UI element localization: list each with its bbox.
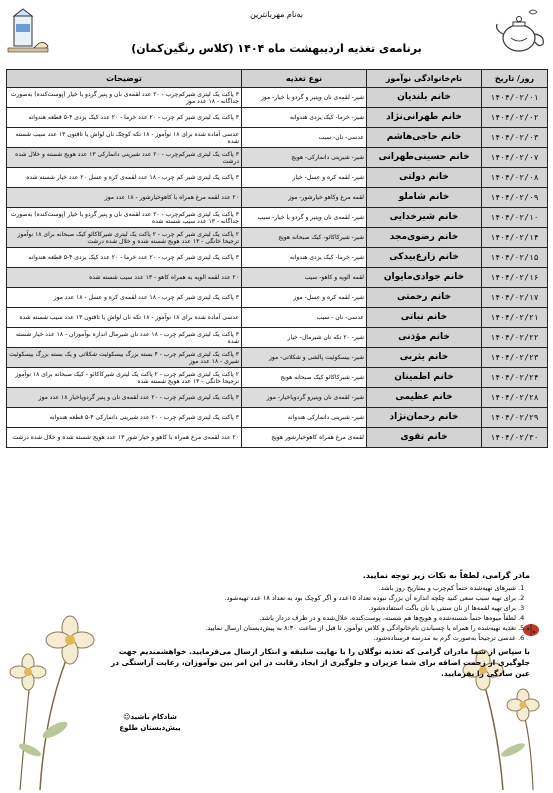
description-cell: ۳ پاکت یک لیتری شیرکم چرب - ۲۰ عدد لقمه‌ی نان و پنیر گردویاخیار ۱۸ عدد موز — [7, 388, 242, 408]
table-row — [7, 328, 548, 348]
description-cell: عدسی آماده شده برای ۱۸ نوآموز - ۱۸ تکه نان لواش یا تافتون ۱۳ عدد سیب شسته شده — [7, 308, 242, 328]
name-cell: خانم حسینی‌طهرانی — [367, 148, 482, 168]
description-cell: ۳ پاکت یک لیتری شیر کم چرب - ۲۰ عدد خرما - ۲۰ عدد کیک یزدی ۴-۵ قطعه هندوانه — [7, 248, 242, 268]
name-cell: خانم تقوی — [367, 428, 482, 448]
table-row — [7, 188, 548, 208]
table-row — [7, 108, 548, 128]
food-cell: شیر- شیرینی دانمارکی- هویج — [242, 148, 367, 168]
food-cell: شیر- شیرینی دانمارکی هندوانه — [242, 408, 367, 428]
date-cell: ۱۴۰۴/۰۲/۱۴ — [482, 228, 548, 248]
name-cell: خانم زارع‌بیدکی — [367, 248, 482, 268]
date-cell: ۱۴۰۴/۰۲/۲۱ — [482, 308, 548, 328]
description-cell: ۳ پاکت یک لیتری شیرکم‌چرب - ۲۰ عدد لقمه‌ی نان و پنیر گردو یا خیار (پوست‌کنده) به‌صورت جداگانه - ۱۳ عدد سیب شسته شده — [7, 208, 242, 228]
description-cell: ۳ پاکت یک لیتری شیرکم چرب - ۱۸ عدد نان شیرمال اندازه نوآموزان - ۱۸ عدد خیار شسته شده — [7, 328, 242, 348]
date-cell: ۱۴۰۴/۰۲/۰۳ — [482, 128, 548, 148]
signature-block — [100, 712, 200, 734]
table-row — [7, 308, 548, 328]
name-cell: خانم اطمینان — [367, 368, 482, 388]
description-cell: ۳ پاکت یک لیتری شیر کم چرب - ۱۸ عدد لقمه‌ی کره و عسل ۲۰ عدد خیار شسته شده — [7, 168, 242, 188]
description-cell: ۲ پاکت یک لیتری شیرکم چرب - ۲ پاکت یک لیتری شیرکاکائو - کیک صبحانه برای ۱۸ نوآموز ترجیحا خانگی - ۱۳ عدد هویج شسته شده — [7, 368, 242, 388]
name-cell: خانم عظیمی — [367, 388, 482, 408]
nutrition-schedule-table — [6, 69, 548, 448]
date-cell: ۱۴۰۴/۰۲/۲۲ — [482, 328, 548, 348]
note-item: 4. لطفاً میوه‌ها حتماً شسته‌شده و هویج‌ها هم شسته، پوست‌کنده، خلال‌شده و در ظرف دردار باشد. — [100, 613, 516, 623]
table-row — [7, 168, 548, 188]
food-cell: شیر- شیرکاکائو- کیک صبحانه هویج — [242, 228, 367, 248]
name-cell: خانم دولتی — [367, 168, 482, 188]
table-row — [7, 368, 548, 388]
food-cell: شیر- لقمه‌ی نان وپنیر و گردو یا خیار- موز — [242, 88, 367, 108]
date-cell: ۱۴۰۴/۰۲/۲۴ — [482, 368, 548, 388]
name-cell: خانم رضوی‌مجد — [367, 228, 482, 248]
page-title: برنامه‌ی تغذیه اردیبهشت ماه ۱۴۰۴ (کلاس رنگین‌کمان) — [131, 42, 422, 55]
food-cell: شیر- شیرکاکائو کیک صبحانه هویج — [242, 368, 367, 388]
column-header-food: نوع تغذیه — [242, 70, 367, 88]
date-cell: ۱۴۰۴/۰۲/۲۸ — [482, 388, 548, 408]
description-cell: ۳ پاکت یک لیتری شیر کم چرب - ۲۰ عدد خرما - ۲۰ عدد کیک یزدی ۴-۵ قطعه هندوانه — [7, 108, 242, 128]
table-row — [7, 228, 548, 248]
date-cell: ۱۴۰۴/۰۲/۰۷ — [482, 148, 548, 168]
food-cell: شیر- لقمه کره و عسل- خیار — [242, 168, 367, 188]
date-cell: ۱۴۰۴/۰۲/۰۸ — [482, 168, 548, 188]
note-item: 3. برای تهیه لقمه‌ها از نان سنتی یا نان باگت استفاده‌شود. — [100, 603, 516, 613]
date-cell: ۱۴۰۴/۰۲/۰۱ — [482, 88, 548, 108]
name-cell: خانم یثربی — [367, 348, 482, 368]
description-cell: ۳ پاکت یک لیتری شیرکم‌چرب - ۲۰ عدد شیرینی دانمارکی ۱۳ عدد هویج شسته و خلال شده درشت — [7, 148, 242, 168]
food-cell: شیر- خرما- کیک یزدی هندوانه — [242, 108, 367, 128]
description-cell: ۳ پاکت یک لیتری شیرکم چرب - ۴ بسته بزرگ بیسکوئیت شکلاتی و یک بسته بزرگ بیسکوئیت شیری - ۱۸ عدد موز — [7, 348, 242, 368]
note-item: 6. عدسی ترجیحاً به‌صورت گرم به مدرسه فرستاده‌شود. — [100, 633, 516, 643]
name-cell: خانم مؤذنی — [367, 328, 482, 348]
food-cell: شیر- لقمه‌ی نان وپنیرو گردویاخیار- موز — [242, 388, 367, 408]
food-cell: عدسی- نان - سیب — [242, 308, 367, 328]
food-cell: عدسی- نان- سیب — [242, 128, 367, 148]
description-cell: ۳ پاکت یک لیتری شیرکم چرب - ۲۰ عدد شیرینی دانمارکی ۴-۵ قطعه هندوانه — [7, 408, 242, 428]
name-cell: خانم شاملو — [367, 188, 482, 208]
notes-lead: مادر گرامی، لطفاً به نکات زیر توجه نمایید. — [362, 571, 530, 580]
description-cell: ۲ پاکت یک لیتری شیر کم چرب - ۲ پاکت یک لیتری شیرکاکائو کیک صبحانه برای ۱۸ نوآموز ترجیحا خانگی - ۱۳ عدد هویج شسته شده و خلال شده درشت — [7, 228, 242, 248]
food-cell: شیر- لقمه کره و عسل- موز — [242, 288, 367, 308]
date-cell: ۱۴۰۴/۰۲/۱۷ — [482, 288, 548, 308]
notes-section — [100, 570, 530, 679]
description-cell: ۳ پاکت یک لیتری شیر کم چرب - ۱۸ عدد لقمه‌ی کره و عسل - ۱۸ عدد موز — [7, 288, 242, 308]
description-cell: ۲۰ عدد لقمه مرغ همراه با کاهوخیارشور - ۱۸ عدد موز — [7, 188, 242, 208]
column-header-name: نام‌خانوادگی نوآموز — [367, 70, 482, 88]
bismillah-header: به‌نام مهربانترین — [249, 10, 304, 19]
description-cell: عدسی آماده شده برای ۱۸ نوآموز - ۱۸ تکه کوچک نان لواش یا تافتون ۱۳ عدد سیب شسته شده — [7, 128, 242, 148]
date-cell: ۱۴۰۴/۰۲/۱۶ — [482, 268, 548, 288]
name-cell: خانم نباتی — [367, 308, 482, 328]
closing-message: با سپاس از شما مادران گرامی که تغذیه نوگلان را با نهایت سلیقه و ابتکار ارسال می‌فرمایید. خواهشمندیم جهت جلوگیری از زحمت اضافه برای شما عزیزان و جلوگیری از ایجاد رقابت در این امر بین نوآموزان، رعایت آراستگی در عین سادگی را بفرمایید. — [110, 647, 530, 678]
food-cell: شیر- لقمه‌ی نان وپنیر و گردو یا خیار- سیب — [242, 208, 367, 228]
food-cell: شیر- بیسکوئیت پالشی و شکلاتی- موز — [242, 348, 367, 368]
name-cell: خانم بلندیان — [367, 88, 482, 108]
name-cell: خانم رحمان‌نژاد — [367, 408, 482, 428]
food-cell: لقمه مرغ وکاهو خیارشور- موز — [242, 188, 367, 208]
date-cell: ۱۴۰۴/۰۲/۱۵ — [482, 248, 548, 268]
table-row — [7, 388, 548, 408]
table-row — [7, 268, 548, 288]
table-row — [7, 148, 548, 168]
note-item: 2. برای تهیه سیب سعی کنید چلچه اندازه آن بزرگ نبوده تعداد ۱۵عدد و اگر کوچک بود به تعداد ۱۸ عدد تهیه‌شود. — [100, 593, 516, 603]
column-header-description: توضیحات — [7, 70, 242, 88]
name-cell: خانم شیرخدایی — [367, 208, 482, 228]
table-row — [7, 288, 548, 308]
food-cell: شیر- خرما- کیک یزدی هندوانه — [242, 248, 367, 268]
date-cell: ۱۴۰۴/۰۲/۱۰ — [482, 208, 548, 228]
food-cell: لقمه الویه و کاهو- سیب — [242, 268, 367, 288]
table-header-row — [7, 70, 548, 88]
food-cell: شیر- ۲۰ تکه نان شیرمال- خیار — [242, 328, 367, 348]
date-cell: ۱۴۰۴/۰۲/۰۹ — [482, 188, 548, 208]
date-cell: ۱۴۰۴/۰۲/۳۰ — [482, 428, 548, 448]
note-item: 1. شیرهای تهیه‌شده حتماً کم‌چرب و بمتاریخ روز باشد. — [100, 583, 516, 593]
notes-list — [100, 583, 530, 643]
description-cell: ۲۰ عدد لقمه‌ی مرغ همراه با کاهو و خیار شور ۱۳ عدد هویج شسته شده و خلال شده درشت — [7, 428, 242, 448]
table-row — [7, 248, 548, 268]
signature-school: پیش‌دبستان طلوع — [119, 724, 181, 732]
date-cell: ۱۴۰۴/۰۲/۲۹ — [482, 408, 548, 428]
table-row — [7, 428, 548, 448]
table-row — [7, 348, 548, 368]
table-row — [7, 208, 548, 228]
table-row — [7, 408, 548, 428]
food-cell: لقمه‌ی مرغ همراه کاهوخیارشور هویج — [242, 428, 367, 448]
description-cell: ۳ پاکت یک لیتری شیرکم‌چرب - ۲۰ عدد لقمه‌ی نان و پنیر گردو یا خیار (پوست‌کنده) به‌صورت جداگانه - ۱۸ عدد موز — [7, 88, 242, 108]
name-cell: خانم طهرانی‌نژاد — [367, 108, 482, 128]
description-cell: ۲۰ عدد لقمه الویه به همراه کاهو - ۱۳ عدد سیب شسته شده — [7, 268, 242, 288]
date-cell: ۱۴۰۴/۰۲/۰۲ — [482, 108, 548, 128]
note-item: 5. تغذیه تهیه‌شده را همراه با چسباندن نام‌خانوادگی و کلاس نوآموز، تا قبل از ساعت ۸:۳۰ به پیش‌دبستان ارسال نمایید. — [100, 623, 516, 633]
table-row — [7, 128, 548, 148]
date-cell: ۱۴۰۴/۰۲/۲۳ — [482, 348, 548, 368]
name-cell: خانم رحمتی — [367, 288, 482, 308]
column-header-date: روز/ تاریخ — [482, 70, 548, 88]
name-cell: خانم حاجی‌هاشم — [367, 128, 482, 148]
table-body — [7, 88, 548, 448]
table-row — [7, 88, 548, 108]
signature-greeting: شاد‌کام باشید☺ — [123, 713, 177, 721]
name-cell: خانم جوادی‌مایوان — [367, 268, 482, 288]
